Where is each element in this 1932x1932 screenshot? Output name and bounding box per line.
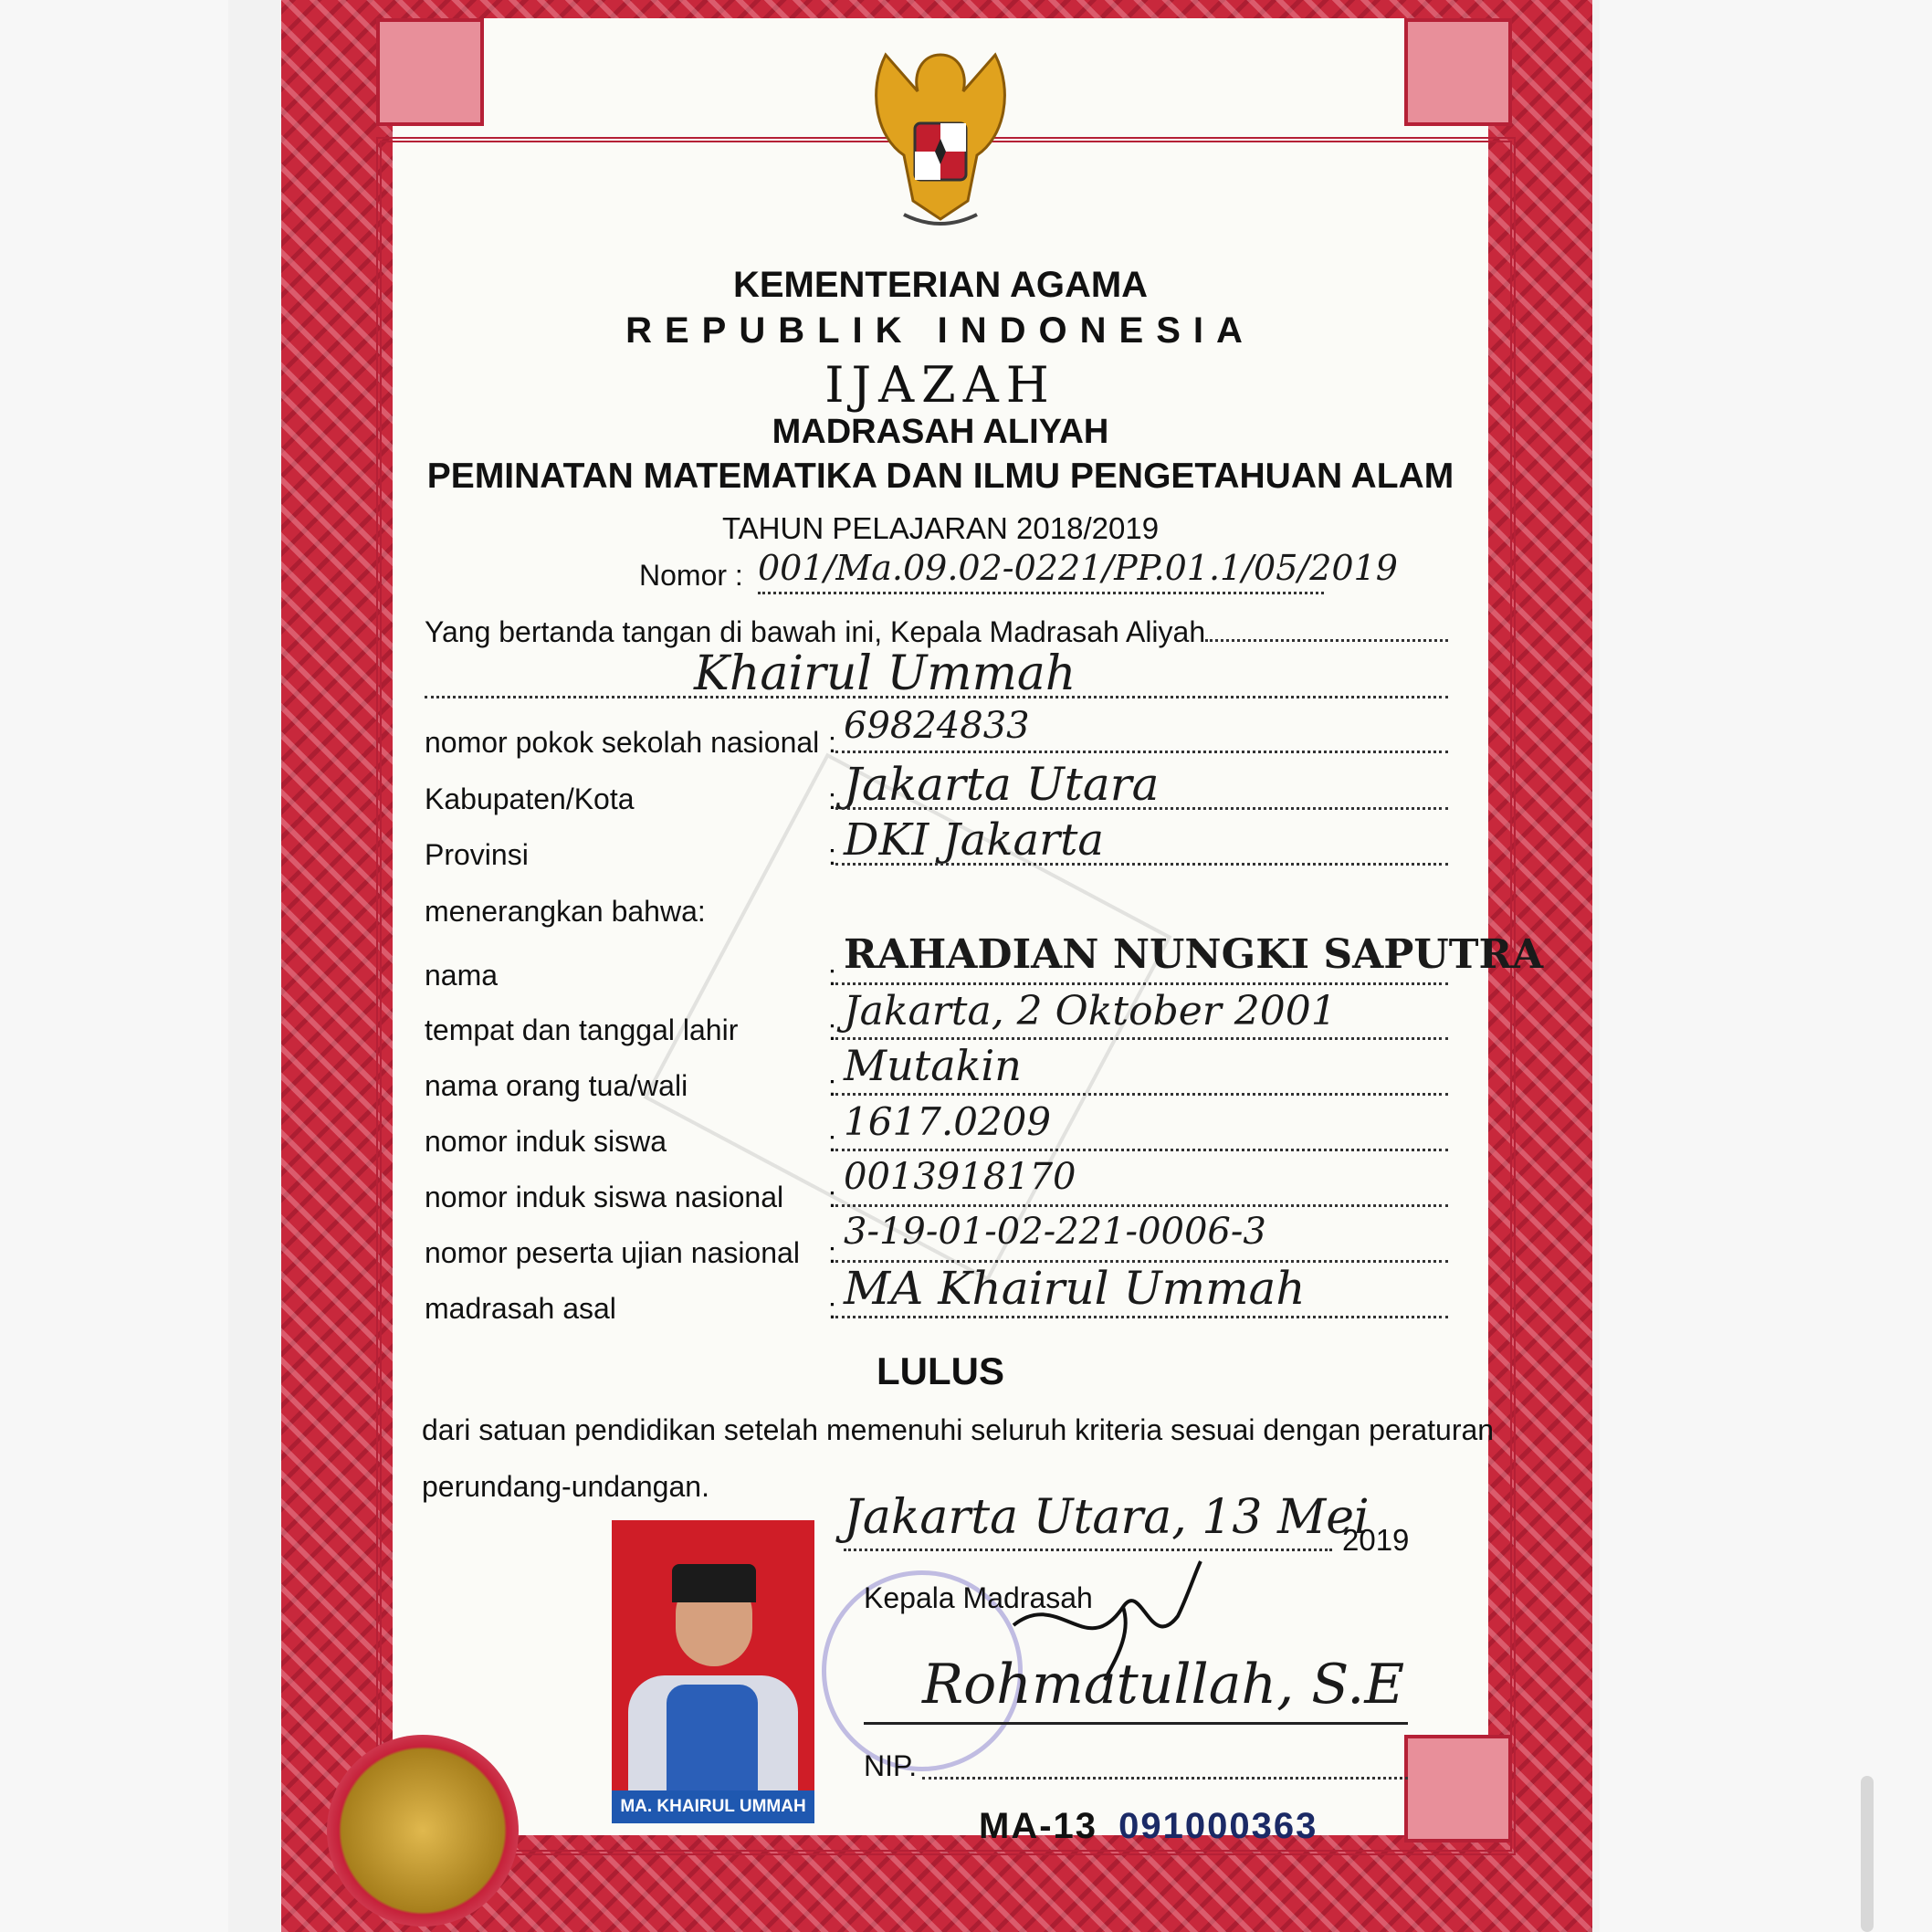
dotted-line bbox=[835, 807, 1448, 810]
signature-year: 2019 bbox=[1342, 1523, 1410, 1557]
document-type: IJAZAH bbox=[824, 356, 1056, 414]
background-right bbox=[1600, 0, 1932, 1932]
student-field-label: nomor induk siswa bbox=[425, 1125, 667, 1158]
dotted-line bbox=[844, 1549, 1332, 1551]
student-photo bbox=[612, 1520, 814, 1823]
garuda-emblem-icon bbox=[849, 37, 1032, 247]
colon: : bbox=[828, 1181, 836, 1213]
colon: : bbox=[828, 838, 836, 871]
student-name: RAHADIAN NUNGKI SAPUTRA bbox=[844, 931, 1544, 978]
signature-line bbox=[864, 1722, 1408, 1725]
school-level: MADRASAH ALIYAH bbox=[772, 413, 1109, 451]
corner-ornament bbox=[1404, 18, 1512, 126]
colon: : bbox=[828, 726, 836, 759]
dotted-line bbox=[835, 1149, 1448, 1151]
school-field-value: Jakarta Utara bbox=[844, 758, 1160, 811]
student-field-label: nama bbox=[425, 959, 499, 992]
signer-name: Rohmatullah, S.E bbox=[922, 1653, 1405, 1717]
colon: : bbox=[828, 959, 836, 992]
gold-seal bbox=[327, 1735, 519, 1927]
colon: : bbox=[828, 782, 836, 815]
intro-text: Yang bertanda tangan di bawah ini, Kepala Madrasah Aliyah bbox=[425, 615, 1206, 648]
statement-line: dari satuan pendidikan setelah memenuhi seluruh kriteria sesuai dengan peraturan bbox=[422, 1413, 1495, 1446]
dotted-line bbox=[835, 1204, 1448, 1207]
photo-caption: MA. KHAIRUL UMMAH bbox=[612, 1790, 814, 1823]
student-field-value: Mutakin bbox=[844, 1041, 1022, 1090]
colon: : bbox=[828, 1069, 836, 1102]
school-field-label: nomor pokok sekolah nasional bbox=[425, 726, 820, 759]
dotted-line bbox=[835, 863, 1448, 866]
student-field-value: Jakarta, 2 Oktober 2001 bbox=[844, 988, 1337, 1034]
academic-year: TAHUN PELAJARAN 2018/2019 bbox=[721, 511, 1160, 545]
scrollbar[interactable] bbox=[1861, 1776, 1874, 1932]
dotted-line bbox=[835, 1093, 1448, 1096]
student-field-label: nomor induk siswa nasional bbox=[425, 1181, 784, 1213]
major-title: PEMINATAN MATEMATIKA DAN ILMU PENGETAHUAN ALAM bbox=[426, 457, 1454, 496]
nomor-label: Nomor : bbox=[639, 559, 743, 592]
dotted-line bbox=[1205, 639, 1448, 642]
colon: : bbox=[828, 1013, 836, 1046]
school-field-value: 69824833 bbox=[844, 705, 1030, 747]
student-field-value: 1617.0209 bbox=[844, 1099, 1052, 1144]
colon: : bbox=[828, 1292, 836, 1325]
head-school-name: Khairul Ummah bbox=[694, 646, 1076, 701]
nomor-value: 001/Ma.09.02-0221/PP.01.1/05/2019 bbox=[758, 548, 1398, 588]
student-field-label: nomor peserta ujian nasional bbox=[425, 1236, 800, 1269]
school-field-value: DKI Jakarta bbox=[844, 814, 1104, 866]
background-left bbox=[0, 0, 228, 1932]
corner-ornament bbox=[1404, 1735, 1512, 1843]
country-title: REPUBLIK INDONESIA bbox=[625, 310, 1255, 351]
colon: : bbox=[828, 1125, 836, 1158]
school-field-label: Provinsi bbox=[425, 838, 529, 871]
dotted-line bbox=[835, 751, 1448, 753]
student-field-label: nama orang tua/wali bbox=[425, 1069, 688, 1102]
dotted-line bbox=[425, 696, 1448, 698]
serial-value: 091000363 bbox=[1118, 1806, 1318, 1846]
corner-ornament bbox=[376, 18, 484, 126]
ministry-title: KEMENTERIAN AGAMA bbox=[732, 265, 1149, 305]
dotted-line bbox=[835, 1316, 1448, 1318]
student-field-label: madrasah asal bbox=[425, 1292, 616, 1325]
signature-place-date: Jakarta Utara, 13 Mei bbox=[844, 1490, 1370, 1545]
student-field-value: MA Khairul Ummah bbox=[844, 1262, 1306, 1315]
student-field-value: 0013918170 bbox=[844, 1156, 1076, 1198]
colon: : bbox=[828, 1236, 836, 1269]
result-lulus: LULUS bbox=[877, 1349, 1004, 1392]
student-field-value: 3-19-01-02-221-0006-3 bbox=[844, 1211, 1266, 1253]
dotted-line bbox=[758, 592, 1324, 594]
student-field-label: tempat dan tanggal lahir bbox=[425, 1013, 739, 1046]
statement-line: perundang-undangan. bbox=[422, 1470, 709, 1503]
dotted-line bbox=[922, 1777, 1408, 1780]
dotted-line bbox=[835, 1037, 1448, 1040]
dotted-line bbox=[835, 982, 1448, 985]
serial-code: MA-13 bbox=[979, 1806, 1098, 1846]
nip-label: NIP. bbox=[864, 1749, 918, 1782]
menerangkan-text: menerangkan bahwa: bbox=[425, 895, 706, 928]
signature-title: Kepala Madrasah bbox=[864, 1581, 1093, 1614]
school-field-label: Kabupaten/Kota bbox=[425, 782, 635, 815]
serial-number bbox=[979, 1806, 1318, 1847]
